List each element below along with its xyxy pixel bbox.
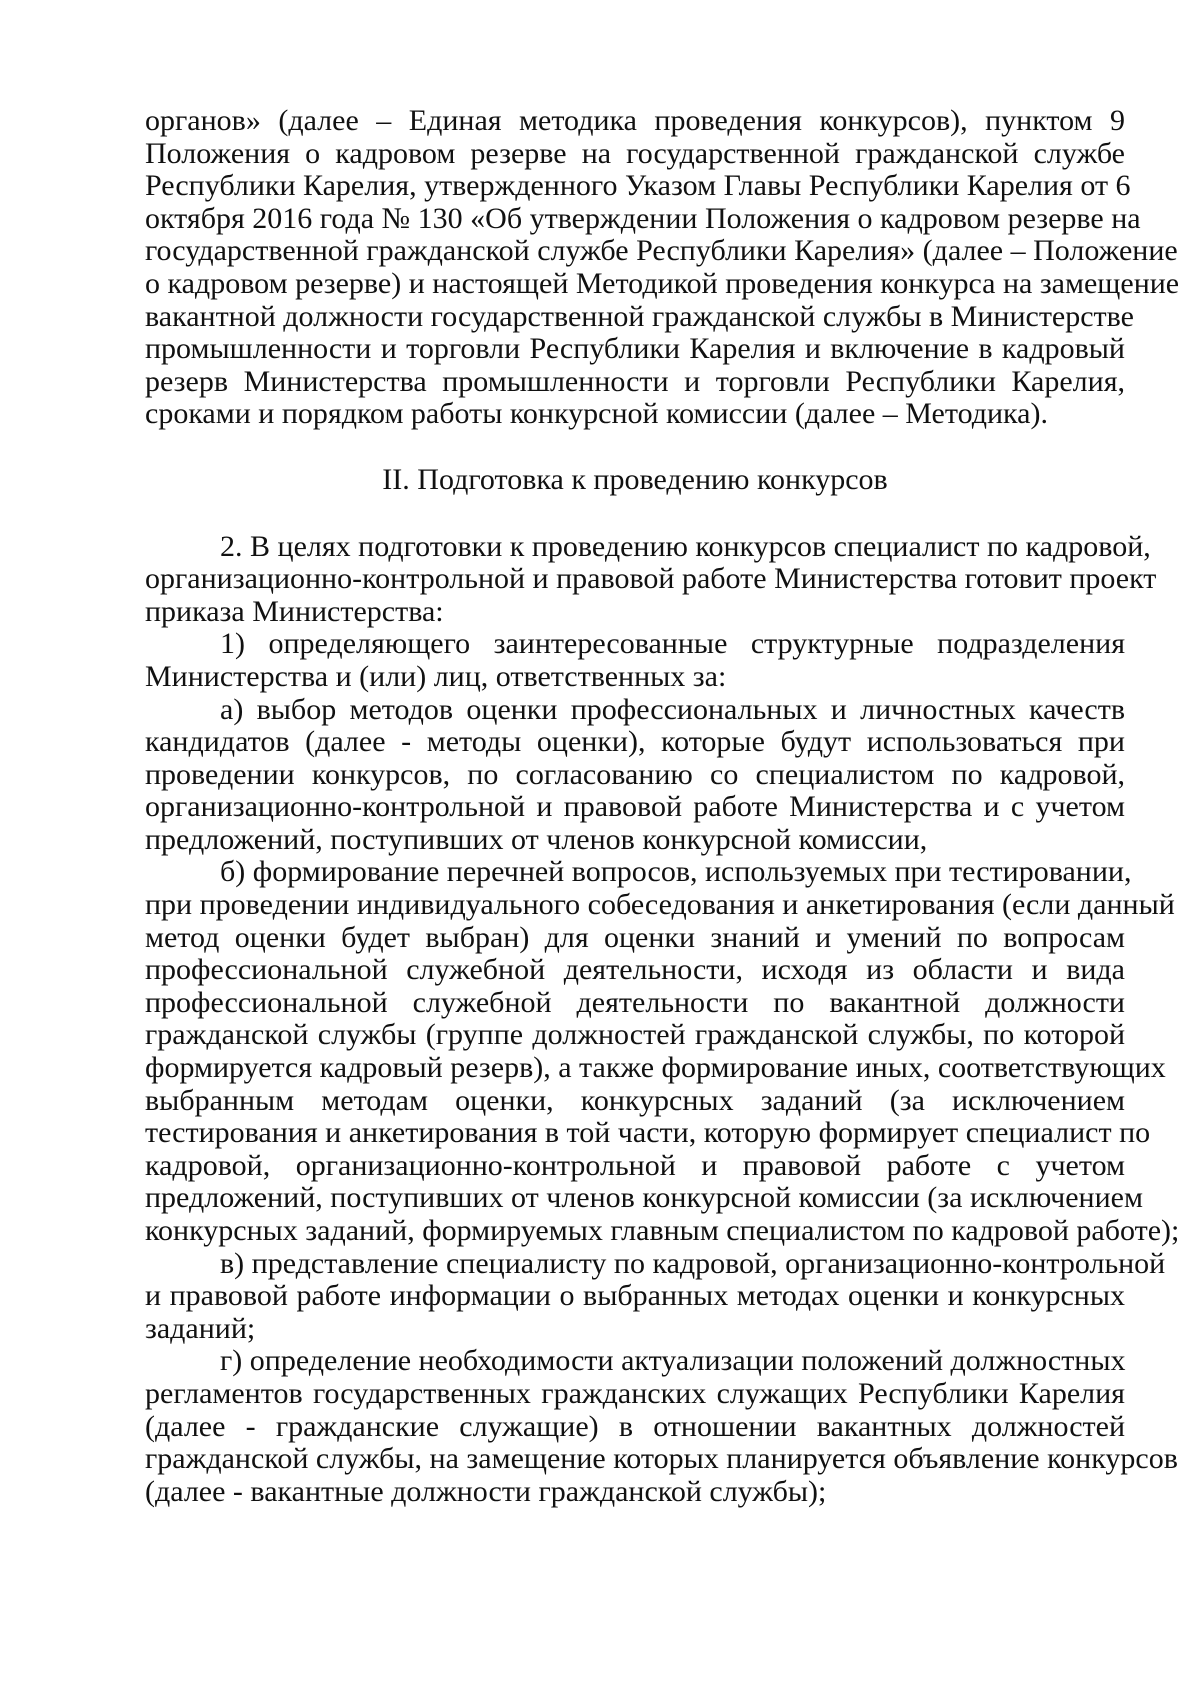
text-line: резерв Министерства промышленности и торговли Республики Карелия,	[145, 364, 1125, 398]
text-line: государственной гражданской службе Республики Карелия» (далее – Положение	[145, 234, 1178, 268]
section-heading: II. Подготовка к проведению конкурсов	[382, 462, 888, 496]
text-line: (далее - вакантные должности гражданской службы);	[145, 1474, 827, 1508]
text-line: формируется кадровый резерв), а также формирование иных, соответствующих	[145, 1051, 1166, 1085]
text-line: гражданской службы, на замещение которых планируется объявление конкурсов	[145, 1442, 1178, 1476]
text-line: регламентов государственных гражданских служащих Республики Карелия	[145, 1376, 1125, 1410]
text-line: г) определение необходимости актуализации положений должностных	[220, 1344, 1126, 1378]
text-line: приказа Министерства:	[145, 594, 444, 628]
text-line: октября 2016 года № 130 «Об утверждении Положения о кадровом резерве на	[145, 201, 1141, 235]
text-line: о кадровом резерве) и настоящей Методикой проведения конкурса на замещение	[145, 266, 1180, 300]
intro-paragraph	[145, 104, 1180, 431]
text-line: Положения о кадровом резерве на государственной гражданской службе	[145, 136, 1125, 170]
text-line: вакантной должности государственной гражданской службы в Министерстве	[145, 299, 1134, 333]
text-line: Республики Карелия, утвержденного Указом Главы Республики Карелия от 6	[145, 169, 1131, 203]
text-line: б) формирование перечней вопросов, используемых при тестировании,	[220, 855, 1132, 889]
body-text	[145, 529, 1180, 1509]
text-line: кадровой, организационно-контрольной и правовой работе с учетом	[145, 1148, 1125, 1182]
text-line: предложений, поступивших от членов конкурсной комиссии (за исключением	[145, 1181, 1143, 1215]
text-line: заданий;	[145, 1311, 256, 1345]
text-line: 2. В целях подготовки к проведению конкурсов специалист по кадровой,	[220, 529, 1151, 563]
text-line: и правовой работе информации о выбранных методах оценки и конкурсных	[145, 1279, 1125, 1313]
text-line: профессиональной служебной деятельности, исходя из области и вида	[145, 953, 1125, 987]
text-line: промышленности и торговли Республики Карелия и включение в кадровый	[145, 332, 1125, 366]
text-line: организационно-контрольной и правовой работе Министерства и с учетом	[145, 790, 1125, 824]
text-line: гражданской службы (группе должностей гражданской службы, по которой	[145, 1018, 1125, 1052]
text-line: (далее - гражданские служащие) в отношении вакантных должностей	[145, 1409, 1125, 1443]
text-line: тестирования и анкетирования в той части, которую формирует специалист по	[145, 1116, 1151, 1150]
text-line: предложений, поступивших от членов конкурсной комиссии,	[145, 822, 928, 856]
text-line: организационно-контрольной и правовой работе Министерства готовит проект	[145, 562, 1157, 596]
document-page	[145, 104, 1180, 1508]
text-line: выбранным методам оценки, конкурсных заданий (за исключением	[145, 1083, 1125, 1117]
text-line: кандидатов (далее - методы оценки), которые будут использоваться при	[145, 725, 1125, 759]
text-line: сроками и порядком работы конкурсной комиссии (далее – Методика).	[145, 397, 1048, 431]
text-line: органов» (далее – Единая методика проведения конкурсов), пунктом 9	[145, 104, 1125, 137]
text-line: в) представление специалисту по кадровой, организационно-контрольной	[220, 1246, 1166, 1280]
text-line: при проведении индивидуального собеседования и анкетирования (если данный	[145, 888, 1175, 922]
text-line: Министерства и (или) лиц, ответственных за:	[145, 659, 727, 693]
text-line: профессиональной служебной деятельности по вакантной должности	[145, 985, 1125, 1019]
text-line: конкурсных заданий, формируемых главным специалистом по кадровой работе);	[145, 1214, 1180, 1247]
text-line: проведении конкурсов, по согласованию со специалистом по кадровой,	[145, 757, 1125, 791]
text-line: а) выбор методов оценки профессиональных и личностных качеств	[220, 692, 1125, 726]
text-line: метод оценки будет выбран) для оценки знаний и умений по вопросам	[145, 920, 1125, 954]
text-line: 1) определяющего заинтересованные структурные подразделения	[220, 627, 1125, 661]
